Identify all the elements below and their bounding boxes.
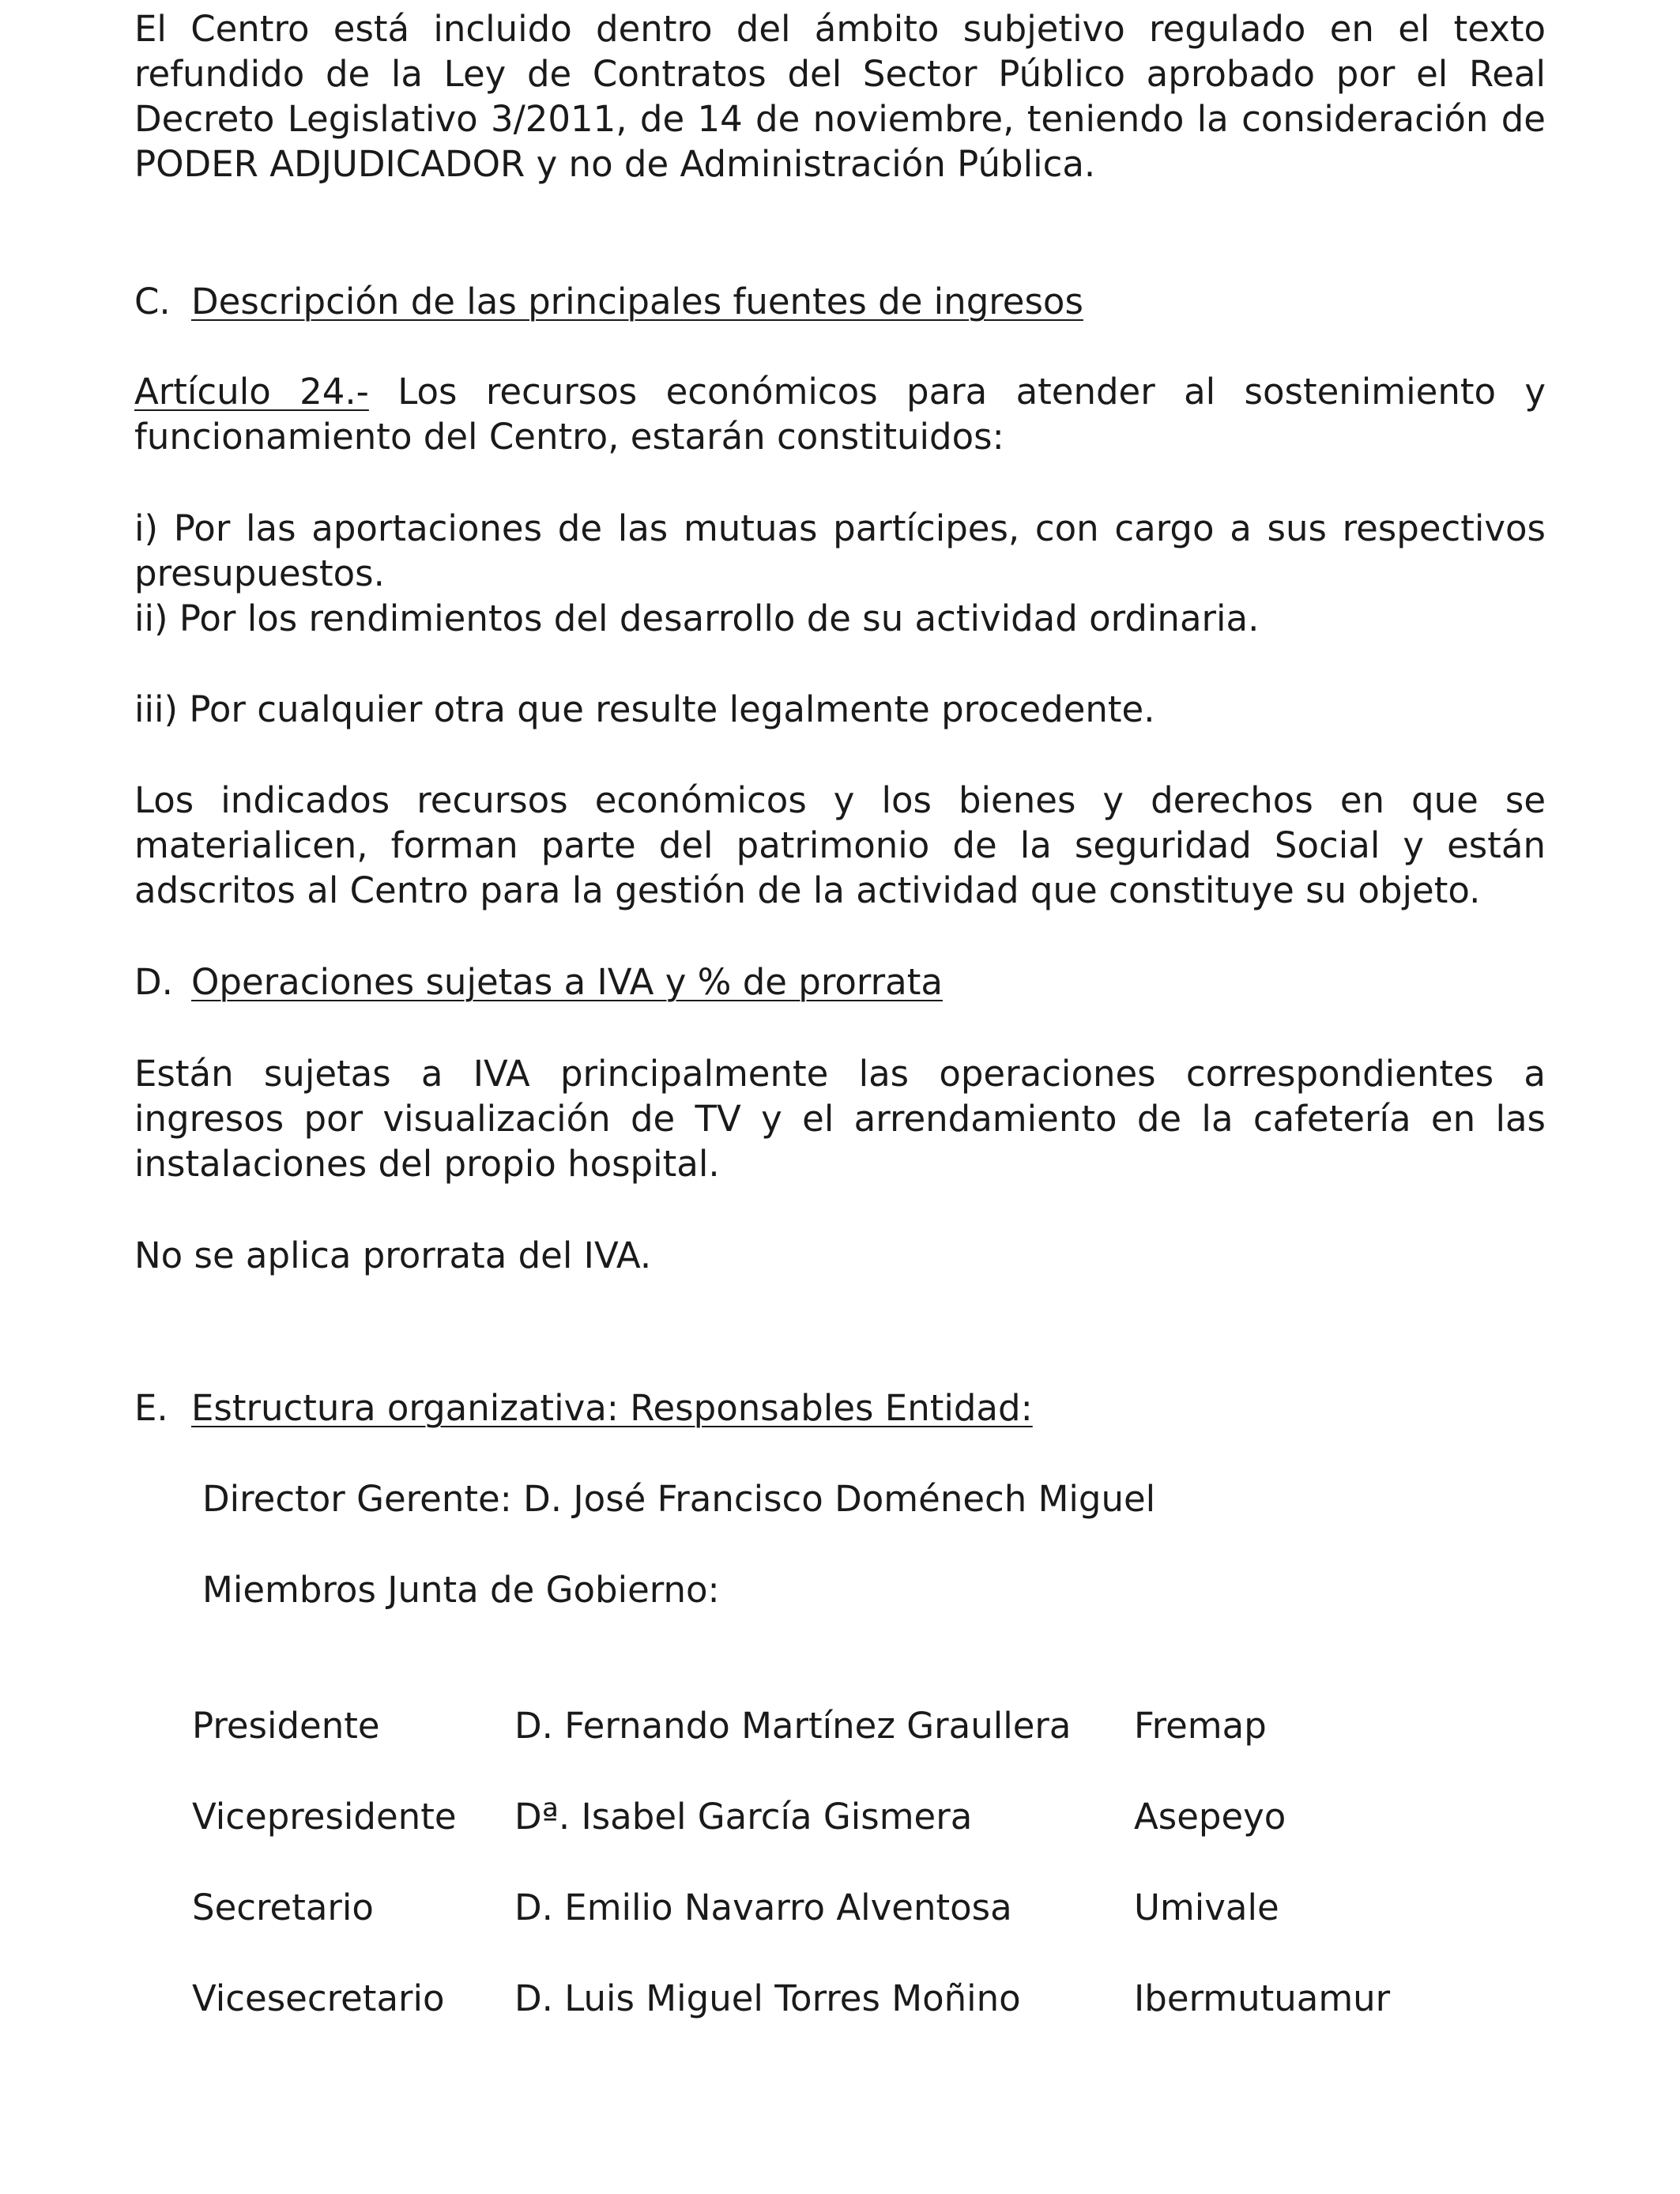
section-c-heading bbox=[134, 279, 1083, 324]
prorrata-paragraph: No se aplica prorrata del IVA. bbox=[134, 1235, 652, 1276]
article-24-paragraph bbox=[134, 369, 1546, 459]
section-e-title: Estructura organizativa: Responsables Entidad: bbox=[191, 1387, 1033, 1429]
member-entity: Ibermutuamur bbox=[1134, 1977, 1391, 2019]
member-role: Presidente bbox=[192, 1705, 380, 1747]
article-ref: Artículo 24.- bbox=[134, 371, 369, 413]
section-e-letter: E. bbox=[134, 1387, 168, 1429]
section-c-letter: C. bbox=[134, 281, 171, 322]
section-d-heading bbox=[134, 959, 943, 1005]
section-d-letter: D. bbox=[134, 961, 173, 1003]
article-text: Los recursos económicos para atender al sostenimiento y funcionamiento del Centro, estarán constituidos: bbox=[134, 371, 1546, 458]
intro-paragraph: El Centro está incluido dentro del ámbito subjetivo regulado en el texto refundido de la Ley de Contratos del Sector Público aprobado por el Real Decreto Legislativo 3/2011, de 14 de noviembre, teniendo la consideración de PODER ADJUDICADOR y no de Administración Pública. bbox=[134, 8, 1546, 185]
member-name: D. Emilio Navarro Alventosa bbox=[514, 1887, 1012, 1928]
item-i: i) Por las aportaciones de las mutuas partícipes, con cargo a sus respectivos presupuestos. bbox=[134, 507, 1546, 594]
junta-label: Miembros Junta de Gobierno: bbox=[202, 1569, 720, 1611]
member-name: D. Fernando Martínez Graullera bbox=[514, 1705, 1072, 1747]
section-c-title: Descripción de las principales fuentes de ingresos bbox=[191, 281, 1083, 322]
director-line: Director Gerente: D. José Francisco Doménech Miguel bbox=[202, 1478, 1156, 1520]
member-name: Dª. Isabel García Gismera bbox=[514, 1796, 973, 1838]
member-role: Vicesecretario bbox=[192, 1977, 445, 2019]
resources-paragraph: Los indicados recursos económicos y los bienes y derechos en que se materialicen, forman parte del patrimonio de la seguridad Social y están adscritos al Centro para la gestión de la actividad que constituye su objeto. bbox=[134, 779, 1546, 911]
section-d-title: Operaciones sujetas a IVA y % de prorrata bbox=[191, 961, 943, 1003]
section-e-heading bbox=[134, 1385, 1033, 1431]
member-role: Secretario bbox=[192, 1887, 374, 1928]
member-role: Vicepresidente bbox=[192, 1796, 457, 1838]
item-ii: ii) Por los rendimientos del desarrollo de su actividad ordinaria. bbox=[134, 598, 1260, 639]
member-entity: Asepeyo bbox=[1134, 1796, 1286, 1838]
item-iii: iii) Por cualquier otra que resulte legalmente procedente. bbox=[134, 688, 1155, 730]
member-entity: Fremap bbox=[1134, 1705, 1267, 1747]
member-entity: Umivale bbox=[1134, 1887, 1279, 1928]
member-name: D. Luis Miguel Torres Moñino bbox=[514, 1977, 1021, 2019]
iva-paragraph: Están sujetas a IVA principalmente las operaciones correspondientes a ingresos por visualización de TV y el arrendamiento de la cafetería en las instalaciones del propio hospital. bbox=[134, 1053, 1546, 1185]
